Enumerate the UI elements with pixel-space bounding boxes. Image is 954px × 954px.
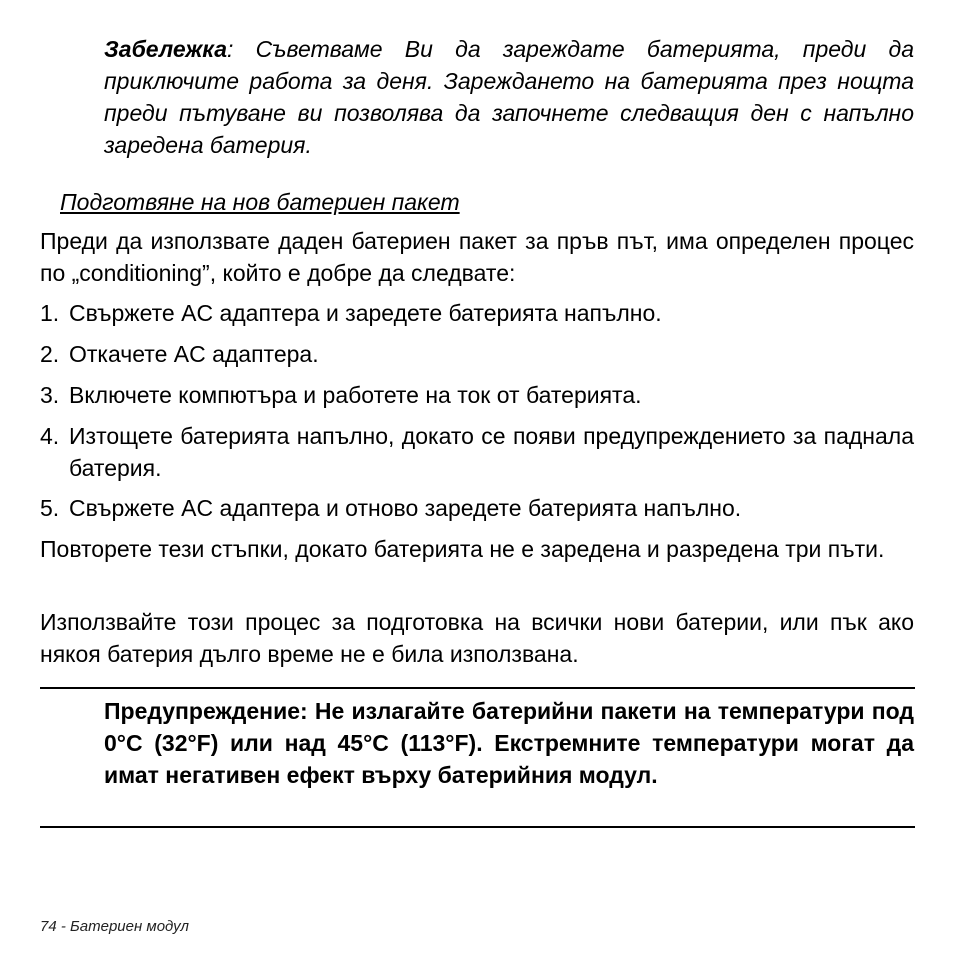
intro-paragraph: Преди да използвате даден батериен пакет за пръв път, има определен процес по „conditioning”, който е добре да следвате:: [40, 228, 914, 286]
list-item: [40, 379, 914, 411]
list-item-text: Откачете AC адаптера.: [69, 341, 319, 367]
list-item: [40, 338, 914, 370]
note-paragraph: [104, 33, 914, 161]
section-heading: Подготвяне на нов батериен пакет: [60, 189, 460, 215]
list-item: [40, 297, 914, 329]
list-item-number: 5.: [40, 495, 60, 521]
note-label: Забележка: [104, 36, 228, 62]
list-item-text: Изтощете батерията напълно, докато се появи предупреждението за паднала батерия.: [69, 423, 914, 481]
list-item-text: Свържете AC адаптера и заредете батерията напълно.: [69, 300, 662, 326]
warning-top-divider: [40, 687, 915, 689]
repeat-paragraph: Повторете тези стъпки, докато батерията не е заредена и разредена три пъти.: [40, 536, 885, 562]
list-item-number: 1.: [40, 300, 60, 326]
note-text: : Съветваме Ви да зареждате батерията, преди да приключите работа за деня. Зареждането на батерията през нощта преди пътуване ви позволява да започнете следващия ден с напълно заредена батерия.: [104, 36, 914, 158]
list-item-number: 3.: [40, 382, 60, 408]
usage-paragraph: Използвайте този процес за подготовка на всички нови батерии, или пък ако някоя батерия дълго време не е била използвана.: [40, 609, 914, 667]
list-item-number: 2.: [40, 341, 60, 367]
warning-paragraph: Предупреждение: Не излагайте батерийни пакети на температури под 0°C (32°F) или над 45°C (113°F). Екстремните температури могат да имат негативен ефект върху батерийния модул.: [104, 698, 914, 788]
list-item: [40, 420, 914, 484]
list-item-text: Свържете AC адаптера и отново заредете батерията напълно.: [69, 495, 742, 521]
page-footer: 74 - Батериен модул: [40, 918, 189, 935]
warning-bottom-divider: [40, 826, 915, 828]
list-item-text: Включете компютъра и работете на ток от батерията.: [69, 382, 642, 408]
list-item: [40, 492, 914, 524]
list-item-number: 4.: [40, 423, 60, 449]
